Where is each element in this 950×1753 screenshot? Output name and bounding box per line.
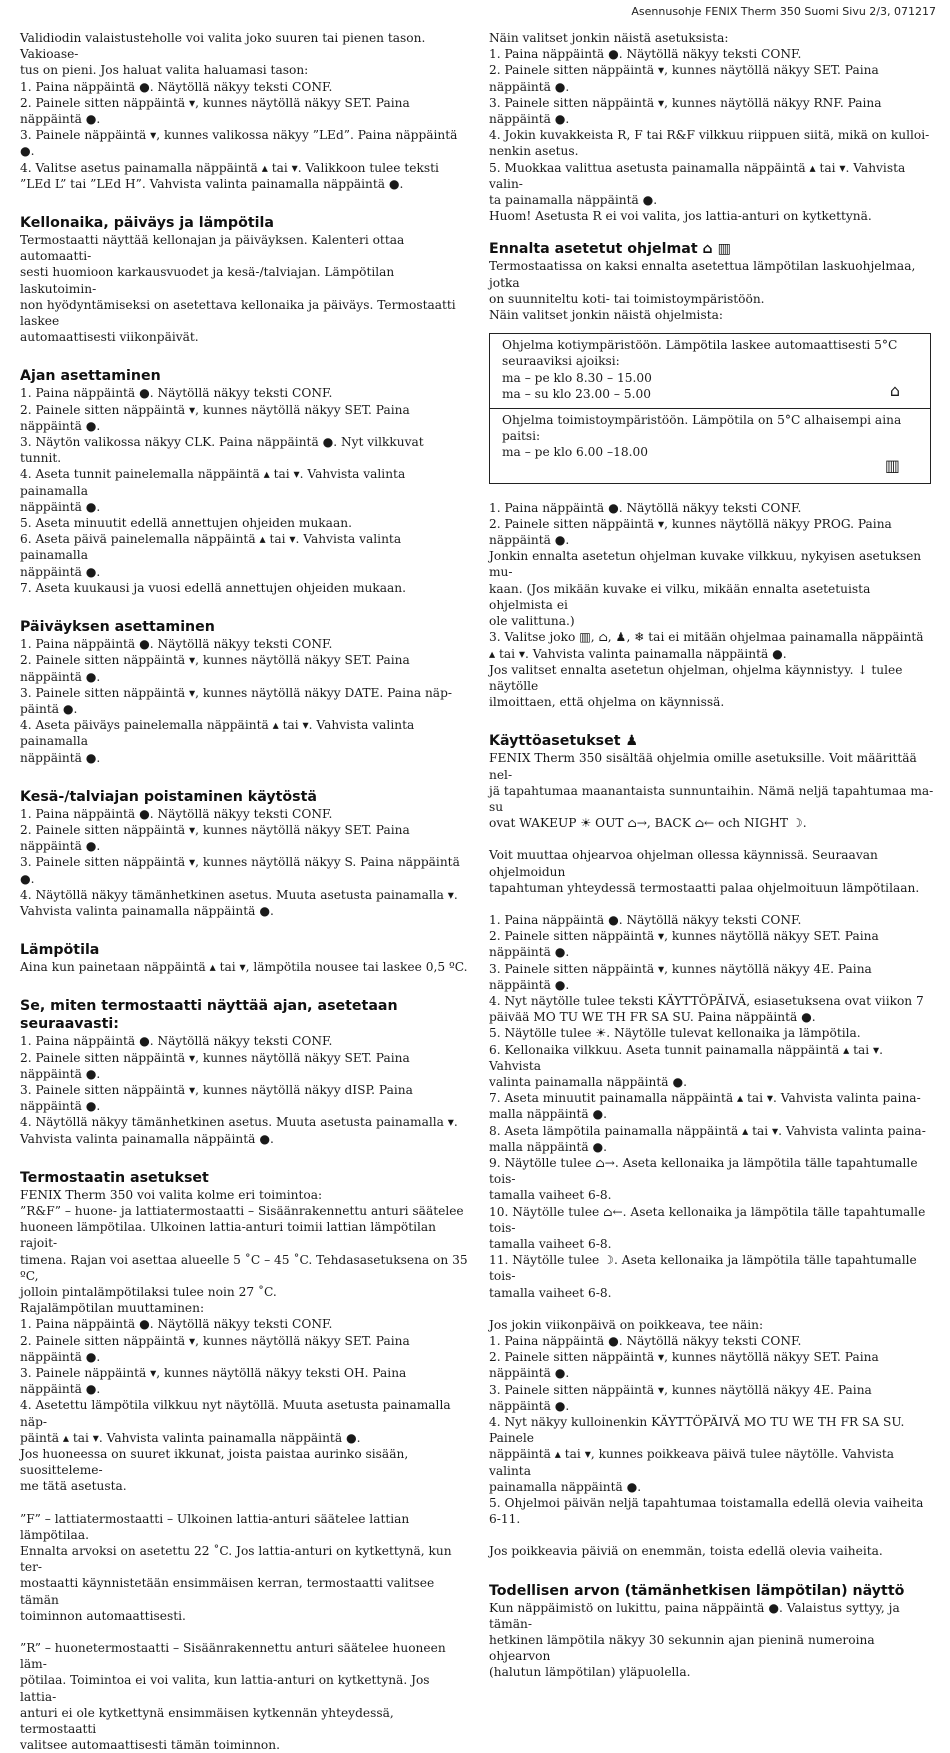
text-line: näppäintä ●. [20, 499, 101, 514]
text-line: Rajalämpötilan muuttaminen: [20, 1301, 205, 1316]
text-line: 3. Painele sitten näppäintä ▾, kunnes näytöllä näkyy RNF. Paina näppäintä ●. [489, 95, 882, 127]
section-heading: Lämpötila [20, 942, 100, 959]
text-line: malla näppäintä ●. [489, 1107, 608, 1122]
program-home-line: ma – pe klo 8.30 – 15.00 [502, 370, 652, 385]
text-line: 4. Nyt näytölle tulee teksti KÄYTTÖPÄIVÄ, esiasetuksena ovat viikon 7 [489, 993, 924, 1008]
spacer [20, 1147, 468, 1169]
home-icon: ⌂ [889, 381, 900, 401]
text-line: automaattisesti viikonpäivät. [20, 330, 199, 345]
text-line: Jos poikkeavia päiviä on enemmän, toista edellä olevia vaiheita. [489, 1544, 883, 1559]
text-line: 4. Asetettu lämpötila vilkkuu nyt näytöllä. Muuta asetusta painamalla näp- [20, 1398, 451, 1429]
text-line: jolloin pintalämpötilaksi tulee noin 27 ˚C. [20, 1284, 277, 1299]
text-line: 2. Painele sitten näppäintä ▾, kunnes näytöllä näkyy SET. Paina näppäintä ●. [489, 929, 879, 960]
spacer [20, 1495, 468, 1511]
text-line: 6. Kellonaika vilkkuu. Aseta tunnit painamalla näppäintä ▴ tai ▾. Vahvista [489, 1042, 884, 1073]
text-line: 4. Nyt näkyy kulloinenkin KÄYTTÖPÄIVÄ MO TU WE TH FR SA SU. Painele [489, 1415, 905, 1446]
text-line: huoneen lämpötilaa. Ulkoinen lattia-anturi toimii lattian lämpötilan rajoit- [20, 1220, 437, 1251]
text-line: Ennalta arvoksi on asetettu 22 ˚C. Jos lattia-anturi on kytkettynä, kun ter- [20, 1544, 452, 1575]
text-line: FENIX Therm 350 sisältää ohjelmia omille asetuksille. Voit määrittää nel- [489, 751, 917, 782]
section-heading: Ajan asettaminen [20, 368, 161, 385]
text-line: 1. Paina näppäintä ●. Näytöllä näkyy teksti CONF. [489, 1334, 802, 1349]
text-line: ta painamalla näppäintä ●. [489, 193, 658, 208]
page-header: Asennusohje FENIX Therm 350 Suomi Sivu 2/3, 071217 [631, 5, 936, 18]
program-home-line: Ohjelma kotiympäristöön. Lämpötila laskee automaattisesti 5°C [502, 338, 898, 353]
text-line: Validiodin valaistusteholle voi valita joko suuren tai pienen tason. Vakioase- [20, 31, 426, 62]
text-line: 2. Painele sitten näppäintä ▾, kunnes näytöllä näkyy SET. Paina näppäintä ●. [20, 95, 410, 127]
text-line: 5. Aseta minuutit edellä annettujen ohjeiden mukaan. [20, 516, 352, 531]
text-line: 3. Painele näppäintä ▾, kunnes näytöllä näkyy teksti OH. Paina näppäintä ●. [20, 1366, 407, 1397]
office-icon: ▥ [884, 455, 900, 475]
text-line: jä tapahtumaa maanantaista sunnuntaihin. Nämä neljä tapahtumaa ma-su [489, 783, 934, 814]
text-line: 3. Painele sitten näppäintä ▾, kunnes näytöllä näkyy dISP. Paina näppäintä ●. [20, 1082, 413, 1114]
text-line: non hyödyntämiseksi on asetettava kellonaika ja päiväys. Termostaatti laskee [20, 297, 456, 329]
text-line: 1. Paina näppäintä ●. Näytöllä näkyy teksti CONF. [489, 47, 802, 62]
text-line: anturi ei ole kytkettynä ensimmäisen kytkennän yhteydessä, termostaatti [20, 1705, 394, 1737]
text-line: 5. Muokkaa valittua asetusta painamalla näppäintä ▴ tai ▾. Vahvista valin- [489, 160, 906, 191]
text-line: 4. Näytöllä näkyy tämänhetkinen asetus. Muuta asetusta painamalla ▾. [20, 887, 458, 902]
text-line: Näin valitset jonkin näistä ohjelmista: [489, 308, 723, 323]
text-line: 2. Painele sitten näppäintä ▾, kunnes näytöllä näkyy SET. Paina näppäintä ●. [20, 1050, 410, 1081]
spacer [489, 710, 937, 732]
section-heading: Ennalta asetetut ohjelmat ⌂ ▥ [489, 241, 732, 258]
text-line: tus on pieni. Jos haluat valita haluamasi tason: [20, 63, 309, 78]
text-line: päivää MO TU WE TH FR SA SU. Paina näppäintä ●. [489, 1010, 816, 1025]
text-line: Termostaatti näyttää kellonajan ja päiväyksen. Kalenteri ottaa automaatti- [20, 233, 405, 264]
text-line: Jos valitset ennalta asetetun ohjelman, ohjelma käynnistyy. ↓ tulee näytölle [489, 662, 903, 693]
program-box-office [489, 409, 931, 484]
text-line: 3. Valitse joko ▥, ⌂, ♟, ❄ tai ei mitään ohjelmaa painamalla näppäintä [489, 630, 924, 645]
text-line: 4. Jokin kuvakkeista R, F tai R&F vilkkuu riippuen siitä, mikä on kulloi- [489, 128, 930, 143]
spacer [20, 919, 468, 941]
text-line: nenkin asetus. [489, 144, 579, 159]
text-line: 1. Paina näppäintä ●. Näytöllä näkyy teksti CONF. [20, 386, 333, 401]
text-line: 1. Paina näppäintä ●. Näytöllä näkyy teksti CONF. [489, 912, 802, 927]
text-line: 3. Näytön valikossa näkyy CLK. Paina näppäintä ●. Nyt vilkkuvat tunnit. [20, 435, 424, 466]
text-line: ”R” – huonetermostaatti – Sisäänrakennettu anturi säätelee huoneen läm- [20, 1641, 446, 1672]
spacer [20, 596, 468, 618]
text-line: päintä ▴ tai ▾. Vahvista valinta painamalla näppäintä ●. [20, 1430, 361, 1445]
text-line: 4. Näytöllä näkyy tämänhetkinen asetus. Muuta asetusta painamalla ▾. [20, 1115, 458, 1130]
text-line: 1. Paina näppäintä ●. Näytöllä näkyy teksti CONF. [20, 806, 333, 821]
text-line: tamalla vaiheet 6-8. [489, 1237, 612, 1251]
text-line: Termostaatissa on kaksi ennalta asetettua lämpötilan laskuohjelmaa, jotka [489, 259, 916, 290]
text-line: painamalla näppäintä ●. [489, 1479, 642, 1494]
text-line: ”F” – lattiatermostaatti – Ulkoinen lattia-anturi säätelee lattian lämpötilaa. [20, 1511, 410, 1542]
section-heading: Termostaatin asetukset [20, 1169, 209, 1186]
text-line: 8. Aseta lämpötila painamalla näppäintä ▴ tai ▾. Vahvista valinta paina- [489, 1123, 926, 1138]
section-heading: Kellonaika, päiväys ja lämpötila [20, 215, 274, 232]
text-line: me tätä asetusta. [20, 1479, 127, 1494]
spacer [20, 345, 468, 367]
text-line: timena. Rajan voi asettaa alueelle 5 ˚C – 45 ˚C. Tehdasasetuksena on 35 ºC, [20, 1252, 468, 1283]
text-line: kaan. (Jos mikään kuvake ei vilku, mikään ennalta asetetuista ohjelmista ei [489, 581, 871, 612]
text-line: päintä ●. [20, 701, 78, 716]
section-heading: Kesä-/talviajan poistaminen käytöstä [20, 788, 317, 805]
text-line: 5. Näytölle tulee ☀. Näytölle tulevat kellonaika ja lämpötila. [489, 1026, 861, 1041]
spacer [20, 1624, 468, 1640]
text-line: pötilaa. Toimintoa ei voi valita, kun lattia-anturi on kytkettynä. Jos lattia- [20, 1673, 430, 1704]
text-line: 1. Paina näppäintä ●. Näytöllä näkyy teksti CONF. [20, 1034, 333, 1049]
text-line: 2. Painele sitten näppäintä ▾, kunnes näytöllä näkyy SET. Paina näppäintä ●. [20, 402, 410, 433]
text-line: valinta painamalla näppäintä ●. [489, 1074, 687, 1089]
spacer [20, 766, 468, 788]
text-line: 1. Paina näppäintä ●. Näytöllä näkyy teksti CONF. [20, 1317, 333, 1332]
spacer [489, 484, 937, 500]
text-line: näppäintä ●. [20, 750, 101, 765]
text-line: 6. Aseta päivä painelemalla näppäintä ▴ tai ▾. Vahvista valinta painamalla [20, 532, 402, 563]
text-line: Huom! Asetusta R ei voi valita, jos lattia-anturi on kytkettynä. [489, 209, 872, 224]
text-line: Voit muuttaa ohjearvoa ohjelman ollessa käynnissä. Seuraavan ohjelmoidun [489, 848, 878, 879]
text-line: 7. Aseta minuutit painamalla näppäintä ▴ tai ▾. Vahvista valinta paina- [489, 1091, 921, 1106]
text-line: 11. Näytölle tulee ☽. Aseta kellonaika ja lämpötila tälle tapahtumalle tois- [489, 1253, 917, 1284]
text-line: sesti huomioon karkausvuodet ja kesä-/talviajan. Lämpötilan laskutoimin- [20, 265, 395, 296]
spacer [489, 1527, 937, 1543]
right-column-top [489, 30, 937, 333]
text-line: 7. Aseta kuukausi ja vuosi edellä annettujen ohjeiden mukaan. [20, 580, 406, 595]
text-line: ”R&F” – huone- ja lattiatermostaatti – Sisäänrakennettu anturi säätelee [20, 1203, 464, 1218]
section-heading: Käyttöasetukset ♟ [489, 733, 639, 750]
text-line: ▴ tai ▾. Vahvista valinta painamalla näppäintä ●. [489, 646, 787, 661]
text-line: 1. Paina näppäintä ●. Näytöllä näkyy teksti CONF. [20, 637, 333, 652]
text-line: 9. Näytölle tulee ⌂→. Aseta kellonaika ja lämpötila tälle tapahtumalle tois- [489, 1155, 918, 1187]
text-line: 2. Painele sitten näppäintä ▾, kunnes näytöllä näkyy SET. Paina näppäintä ●. [489, 63, 879, 94]
text-line: hetkinen lämpötila näkyy 30 sekunnin ajan pieninä numeroina ohjearvon [489, 1633, 875, 1664]
text-line: 3. Painele sitten näppäintä ▾, kunnes näytöllä näkyy 4E. Paina näppäintä ●. [489, 961, 872, 992]
right-column-bottom [489, 484, 937, 1681]
section-heading: Se, miten termostaatti näyttää ajan, asetetaan seuraavasti: [20, 998, 398, 1033]
spacer [20, 975, 468, 997]
spacer [489, 323, 937, 333]
program-office-line: Ohjelma toimistoympäristöön. Lämpötila on 5°C alhaisempi aina paitsi: [502, 413, 902, 444]
text-line: ole valittuna.) [489, 614, 575, 629]
text-line: Vahvista valinta painamalla näppäintä ●. [20, 903, 274, 918]
text-line: tamalla vaiheet 6-8. [489, 1285, 612, 1300]
text-line: Kun näppäimistö on lukittu, paina näppäintä ●. Valaistus syttyy, ja tämän- [489, 1600, 900, 1631]
text-line: 2. Painele sitten näppäintä ▾, kunnes näytöllä näkyy PROG. Paina näppäintä ●. [489, 516, 892, 548]
spacer [489, 896, 937, 912]
text-line: 3. Painele sitten näppäintä ▾, kunnes näytöllä näkyy DATE. Paina näp- [20, 685, 452, 700]
right-column [489, 30, 937, 1681]
text-line: malla näppäintä ●. [489, 1139, 608, 1154]
text-line: 2. Painele sitten näppäintä ▾, kunnes näytöllä näkyy SET. Paina näppäintä ●. [20, 822, 410, 854]
spacer [489, 1560, 937, 1582]
text-line: 3. Painele sitten näppäintä ▾, kunnes näytöllä näkyy 4E. Paina näppäintä ●. [489, 1382, 872, 1413]
text-line: 4. Aseta päiväys painelemalla näppäintä ▴ tai ▾. Vahvista valinta painamalla [20, 718, 415, 749]
text-line: 4. Aseta tunnit painelemalla näppäintä ▴ tai ▾. Vahvista valinta painamalla [20, 467, 406, 498]
text-line: 10. Näytölle tulee ⌂←. Aseta kellonaika ja lämpötila tälle tapahtumalle tois- [489, 1204, 926, 1235]
text-line: FENIX Therm 350 voi valita kolme eri toimintoa: [20, 1187, 323, 1202]
text-line: 3. Painele näppäintä ▾, kunnes valikossa näkyy ”LEd”. Paina näppäintä ●. [20, 128, 458, 159]
text-line: näppäintä ●. [20, 564, 101, 579]
text-line: 4. Valitse asetus painamalla näppäintä ▴ tai ▾. Valikkoon tulee teksti [20, 160, 439, 175]
text-line: valitsee automaattisesti tämän toiminnon. [20, 1738, 280, 1753]
section-heading: Todellisen arvon (tämänhetkisen lämpötilan) näyttö [489, 1582, 905, 1599]
text-line: 2. Painele sitten näppäintä ▾, kunnes näytöllä näkyy SET. Paina näppäintä ●. [20, 653, 410, 684]
spacer [20, 192, 468, 214]
text-line: ovat WAKEUP ☀ OUT ⌂→, BACK ⌂← och NIGHT ☽. [489, 816, 807, 831]
text-line: 1. Paina näppäintä ●. Näytöllä näkyy teksti CONF. [489, 500, 802, 515]
text-line: 1. Paina näppäintä ●. Näytöllä näkyy teksti CONF. [20, 79, 333, 94]
program-home-line: ma – su klo 23.00 – 5.00 [502, 386, 652, 401]
text-line: Jonkin ennalta asetetun ohjelman kuvake vilkkuu, nykyisen asetuksen mu- [489, 549, 922, 580]
program-box-home [489, 333, 931, 409]
spacer [489, 1301, 937, 1317]
text-line: toiminnon automaattisesti. [20, 1608, 186, 1623]
program-office-spacer [502, 461, 920, 477]
spacer [489, 224, 937, 240]
text-line: Aina kun painetaan näppäintä ▴ tai ▾, lämpötila nousee tai laskee 0,5 ºC. [20, 960, 468, 975]
text-line: Vahvista valinta painamalla näppäintä ●. [20, 1131, 274, 1146]
text-line: ”LEd L” tai ”LEd H”. Vahvista valinta painamalla näppäintä ●. [20, 176, 404, 191]
text-line: Jos huoneessa on suuret ikkunat, joista paistaa aurinko sisään, suositteleme- [20, 1447, 409, 1478]
text-line: Näin valitset jonkin näistä asetuksista: [489, 31, 729, 45]
left-column [20, 30, 468, 1753]
text-line: 3. Painele sitten näppäintä ▾, kunnes näytöllä näkyy S. Paina näppäintä ●. [20, 855, 460, 886]
text-line: Jos jokin viikonpäivä on poikkeava, tee näin: [489, 1317, 764, 1332]
program-home-line: seuraaviksi ajoiksi: [502, 354, 620, 369]
text-line: ilmoittaen, että ohjelma on käynnissä. [489, 695, 725, 710]
text-line: mostaatti käynnistetään ensimmäisen kerran, termostaatti valitsee tämän [20, 1576, 435, 1607]
text-line: näppäintä ▴ tai ▾, kunnes poikkeava päivä tulee näytölle. Vahvista valinta [489, 1447, 895, 1478]
text-line: tamalla vaiheet 6-8. [489, 1188, 612, 1203]
text-line: on suunniteltu koti- tai toimistoympäristöön. [489, 291, 765, 306]
text-line: (halutun lämpötilan) yläpuolella. [489, 1665, 691, 1680]
text-line: 2. Painele sitten näppäintä ▾, kunnes näytöllä näkyy SET. Paina näppäintä ●. [489, 1350, 879, 1381]
text-line: tapahtuman yhteydessä termostaatti palaa ohjelmoituun lämpötilaan. [489, 880, 920, 895]
text-line: 2. Painele sitten näppäintä ▾, kunnes näytöllä näkyy SET. Paina näppäintä ●. [20, 1333, 410, 1364]
text-line: 5. Ohjelmoi päivän neljä tapahtumaa toistamalla edellä olevia vaiheita 6-11. [489, 1496, 924, 1527]
program-office-line: ma – pe klo 6.00 –18.00 [502, 445, 649, 460]
section-heading: Päiväyksen asettaminen [20, 619, 215, 636]
spacer [489, 831, 937, 847]
